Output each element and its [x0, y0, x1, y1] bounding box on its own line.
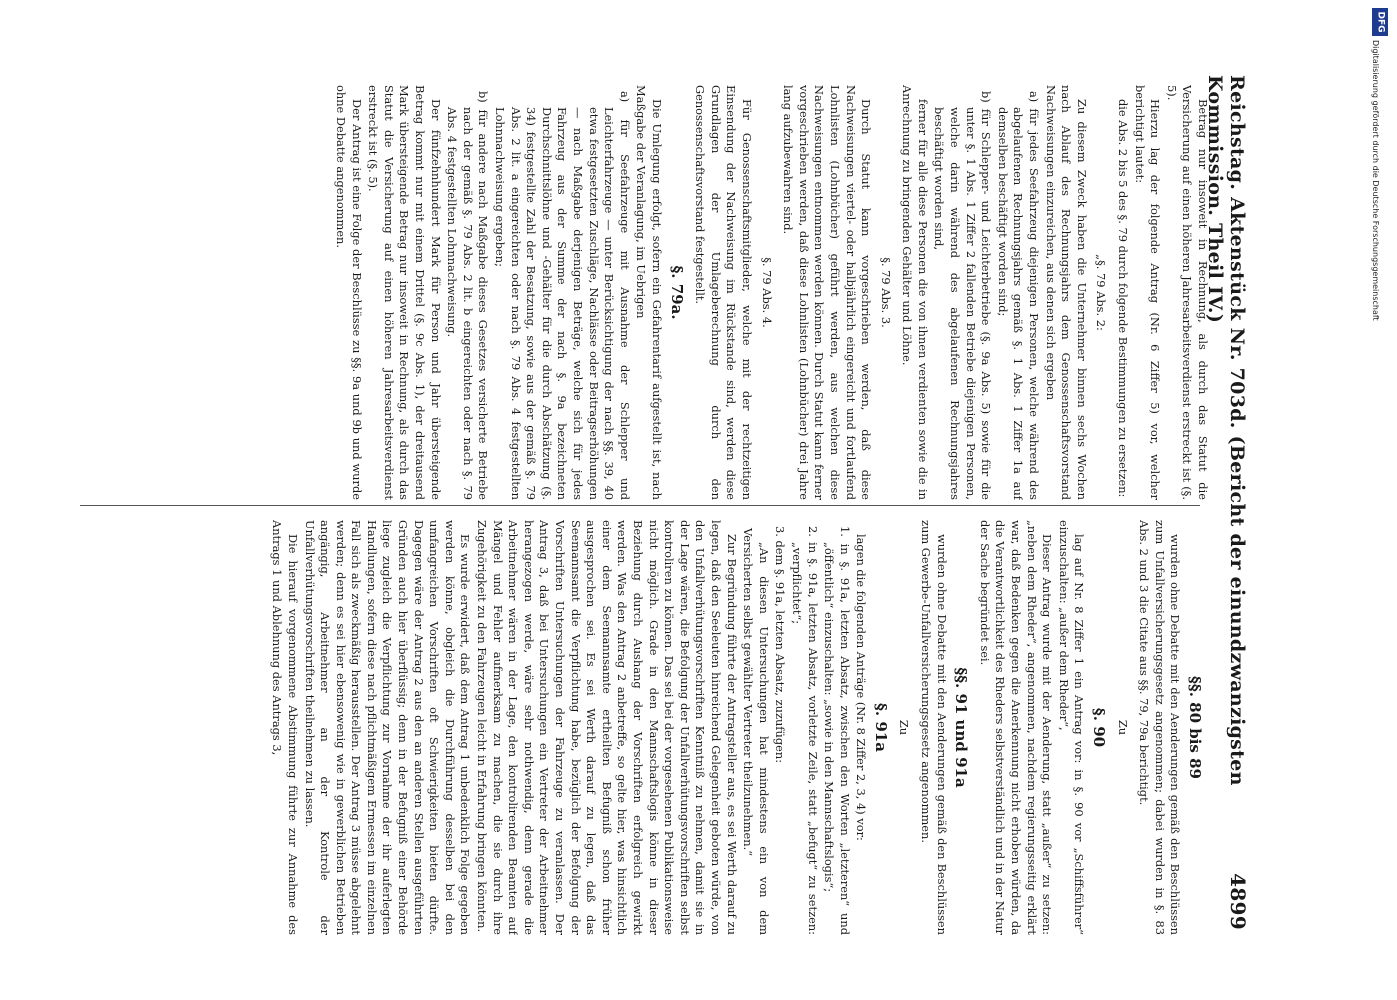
list-item: 1. in §. 91a, letzten Absatz, zwischen den Worten „letzteren“ und „öffentlich“ einzuschalten: „sowie in den Mannschaftslogis“; [822, 526, 852, 935]
list-item: a) für jedes Seefahrzeug diejenigen Personen, welche während des abgelaufenen Rechnungsjahrs gemäß §. 1 Abs. 1 Ziffer 1a auf demselben beschäftigt worden sind; [995, 91, 1042, 500]
section-heading: §§. 80 bis 89 [1186, 676, 1204, 779]
paragraph: Für Genossenschaftsmitglieder, welche mit der rechtzeitigen Einsendung der Nachweisung im Rückstande sind, werden diese Grundlagen der Umlageberechnung durch den Genossenschaftsvorstand festgestellt. [693, 85, 754, 500]
paragraph: Zur Begründung führte der Antragsteller aus, es sei Werth darauf zu legen, daß den Seeleuten hinreichend Gelegenheit geboten würde, von den Unfallverhütungsvorschriften Kenntniß zu nehmen, damit sie in der Lage wären, die Befolgung der Unfallverhütungsvorschriften selbst kontroliren zu können. Das sei bei der vorgesehenen Publikationsweise nicht möglich. Grade in den Mannschaftslogis könne in dieser Beziehung durch Aushang der Vorschriften erfolgreich gewirkt werden. Was den Antrag 2 anbetreffe, so gelte hier, was hinsichtlich einer dem Seemannsamte ertheilten Befugniß schon früher ausgesprochen sei. Es sei Werth darauf zu legen, daß das Seemannsamt die Verpflichtung habe, bezüglich der Befolgung der Vorschriften Untersuchungen der Fahrzeuge zu veranlassen. Der Antrag 3, daß bei Untersuchungen ein Vertreter der Arbeitnehmer herangezogen werde, wäre sehr nothwendig, denn gerade die Arbeitnehmer wären in der Lage, den kontrolirenden Beamten auf Mängel und Fehler aufmerksam zu machen, die sie durch ihre Zugehörigkeit zu den Fahrzeugen leicht in Erfahrung bringen könnten. [475, 520, 739, 935]
paragraph: wurden ohne Debatte mit den Aenderungen gemäß den Beschlüssen zum Unfallversicherungsgesetz angenommen; dabei wurden in §. 83 Abs. 2 und 3 die Citate aus §§. 79, 79a berichtigt. [1137, 520, 1183, 935]
paragraph: ferner für alle diese Personen die von ihnen verdienten sowie die in Anrechnung zu bringenden Gehälter und Löhne. [900, 85, 930, 500]
paragraph: Es wurde erwidert, daß dem Antrag 1 unbedenklich Folge gegeben werden könne, obgleich die Durchführung desselben bei den umfangreichen Vorschriften oft Schwierigkeiten bieten dürfte. Dagegen wäre der Antrag 2 aus den an anderen Stellen ausgeführten Gründen auch hier überflüssig; denn in der Befugniß einer Behörde liege zugleich die Verpflichtung zur Vornahme der ihr auferlegten Handlungen, sofern diese nach pflichtmäßigem Ermessen im einzelnen Fall sich als zweckmäßig herausstellen. Der Antrag 3 müsse abgelehnt werden; denn es sei hier ebensowenig wie in gewerblichen Betrieben angängig, Arbeitnehmer an der Kontrole der Unfallverhütungsvorschriften theilnehmen zu lassen. [302, 520, 473, 935]
digitization-note-text: Digitalisierung gefördert durch die Deutsche Forschungsgemeinschaft [1371, 40, 1380, 321]
list-item: 2. in §. 91a, letzten Absatz, vorletzte Zeile, statt „befugt“ zu setzen: „verpflichtet“; [789, 526, 820, 935]
subheading: „§. 79 Abs. 2: [1094, 254, 1109, 331]
paragraph: Betrag nur insoweit in Rechnung, als durch das Statut die Versicherung auf einen höheren Jahresarbeitsverdienst erstreckt ist (§. 5). [1164, 85, 1210, 500]
subheading: §. 79 Abs. 3. [878, 257, 893, 328]
paragraph: lagen die folgenden Anträge (Nr. 8 Ziffer 2, 3, 4) vor: [854, 534, 869, 841]
column-divider [80, 505, 1200, 506]
dfg-logo: DFG [1372, 8, 1388, 36]
section-heading: §. 90 [1090, 707, 1109, 748]
paragraph: die Abs. 2 bis 5 des §. 79 durch folgende Bestimmungen zu ersetzen: [1116, 99, 1131, 498]
running-title: Reichstag. Aktenstück Nr. 703d. (Bericht der einundzwanzigsten Kommission. Theil IV.) [1204, 75, 1248, 786]
paragraph: Zu diesem Zweck haben die Unternehmer binnen sechs Wochen nach Ablauf des Rechnungsjahrs dem Genossenschaftsvorstand Nachweisungen einzureichen, aus denen sich ergeben [1043, 85, 1089, 500]
left-column [50, 85, 1210, 500]
paragraph: lag auf Nr. 8 Ziffer 1 ein Antrag vor: in §. 90 vor „Schiffsführer“ einzuschalten: „außer dem Rheder“, [1056, 520, 1087, 935]
paragraph: Der fünfzehnhundert Mark für Person und Jahr übersteigende Betrag kommt nur mit einem Drittel (§. 9c Abs. 1), der dreitausend Mark übersteigende Betrag nur insoweit in Rechnung, als durch das Statut die Versicherung auf einen höheren Jahresarbeitsverdienst erstreckt ist (§. 5). [366, 85, 443, 500]
list-item: a) für Seefahrzeuge mit Ausnahme der Schlepper und Leichterfahrzeuge — unter Berücksichtigung der nach §§. 39, 40 etwa festgesetzten Zuschläge, Nachlässe oder Beitragserhöhungen — nach Maßgabe derjenigen Beträge, welche sich für jedes Fahrzeug aus der Summe der nach §. 9a bezeichneten Durchschnittslöhne und -Gehälter für die durch Abschätzung (§. 34) festgestellte Zahl der Besatzung, sowie aus der gemäß §. 79 Abs. 2 lit. a eingereichten oder nach §. 79 Abs. 4 festgestellten Lohnnachweisung ergeben; [493, 91, 632, 500]
page-number: 4899 [1226, 873, 1250, 930]
paragraph: Dieser Antrag wurde mit der Aenderung, statt „außer“ zu setzen: „neben dem Rheder“, angenommen, nachdem regierungsseitig erklärt war, daß Bedenken gegen die Anerkennung nicht erhoben würden, da die Verantwortlichkeit des Rheders selbstverständlich und in der Natur der Sache begründet sei. [977, 520, 1055, 935]
right-column [50, 520, 1210, 935]
paragraph: wurden ohne Debatte mit den Aenderungen gemäß den Beschlüssen zum Gewerbe-Unfallversicherungsgesetz angenommen. [919, 520, 949, 935]
section-heading: §§. 91 und 91a [952, 667, 971, 788]
subheading: Zu [897, 719, 912, 736]
paragraph: Durch Statut kann vorgeschrieben werden, daß diese Nachweisungen viertel- oder halbjährlich eingereicht und fortlaufend Lohnlisten (Lohnbücher) geführt werden, aus welchen diese Nachweisungen entnommen werden können. Durch Statut kann ferner vorgeschrieben werden, daß diese Lohnlisten (Lohnbücher) drei Jahre lang aufzubewahren sind. [781, 85, 874, 500]
paragraph: Die hierauf vorgenommene Abstimmung führte zur Annahme des Antrags 1 und Ablehnung des Antrags 3, [270, 520, 300, 935]
quoted-text: „An diesen Untersuchungen hat mindestens ein von dem Versicherten selbst gewählter Vertreter theilzunehmen.“ [741, 528, 771, 935]
list-item: b) für Schlepper- und Leichterbetriebe (§. 9a Abs. 5) sowie für die unter §. 1 Abs. 1 Ziffer 2 fallenden Betriebe diejenigen Personen, welche darin während des abgelaufenen Rechnungsjahres beschäftigt worden sind, [932, 91, 994, 500]
page-header [1204, 75, 1250, 930]
subheading: Zu [1115, 719, 1130, 736]
section-heading: §. 91a [871, 703, 890, 752]
paragraph: Der Antrag ist eine Folge der Beschlüsse zu §§. 9a und 9b und wurde ohne Debatte angenommen. [334, 85, 364, 500]
digitization-sidebar [1363, 0, 1397, 1000]
paragraph: Hierzu lag der folgende Antrag (Nr. 6 Ziffer 5) vor, welcher berichtigt lautet: [1132, 85, 1163, 500]
subheading: §. 79 Abs. 4. [759, 257, 774, 328]
paragraph: Die Umlegung erfolgt, sofern ein Gefahrentarif aufgestellt ist, nach Maßgabe der Veranlagung, im Uebrigen [634, 85, 664, 500]
list-item: b) für andere nach Maßgabe dieses Gesetzes versicherte Betriebe nach der gemäß §. 79 Abs. 2 lit. b eingereichten oder nach §. 79 Abs. 4 festgestellten Lohnnachweisung. [445, 91, 491, 500]
list-item: 3. dem §. 91a, letzten Absatz, zuzufügen: [773, 526, 788, 764]
section-heading: §. 79a. [667, 265, 686, 320]
